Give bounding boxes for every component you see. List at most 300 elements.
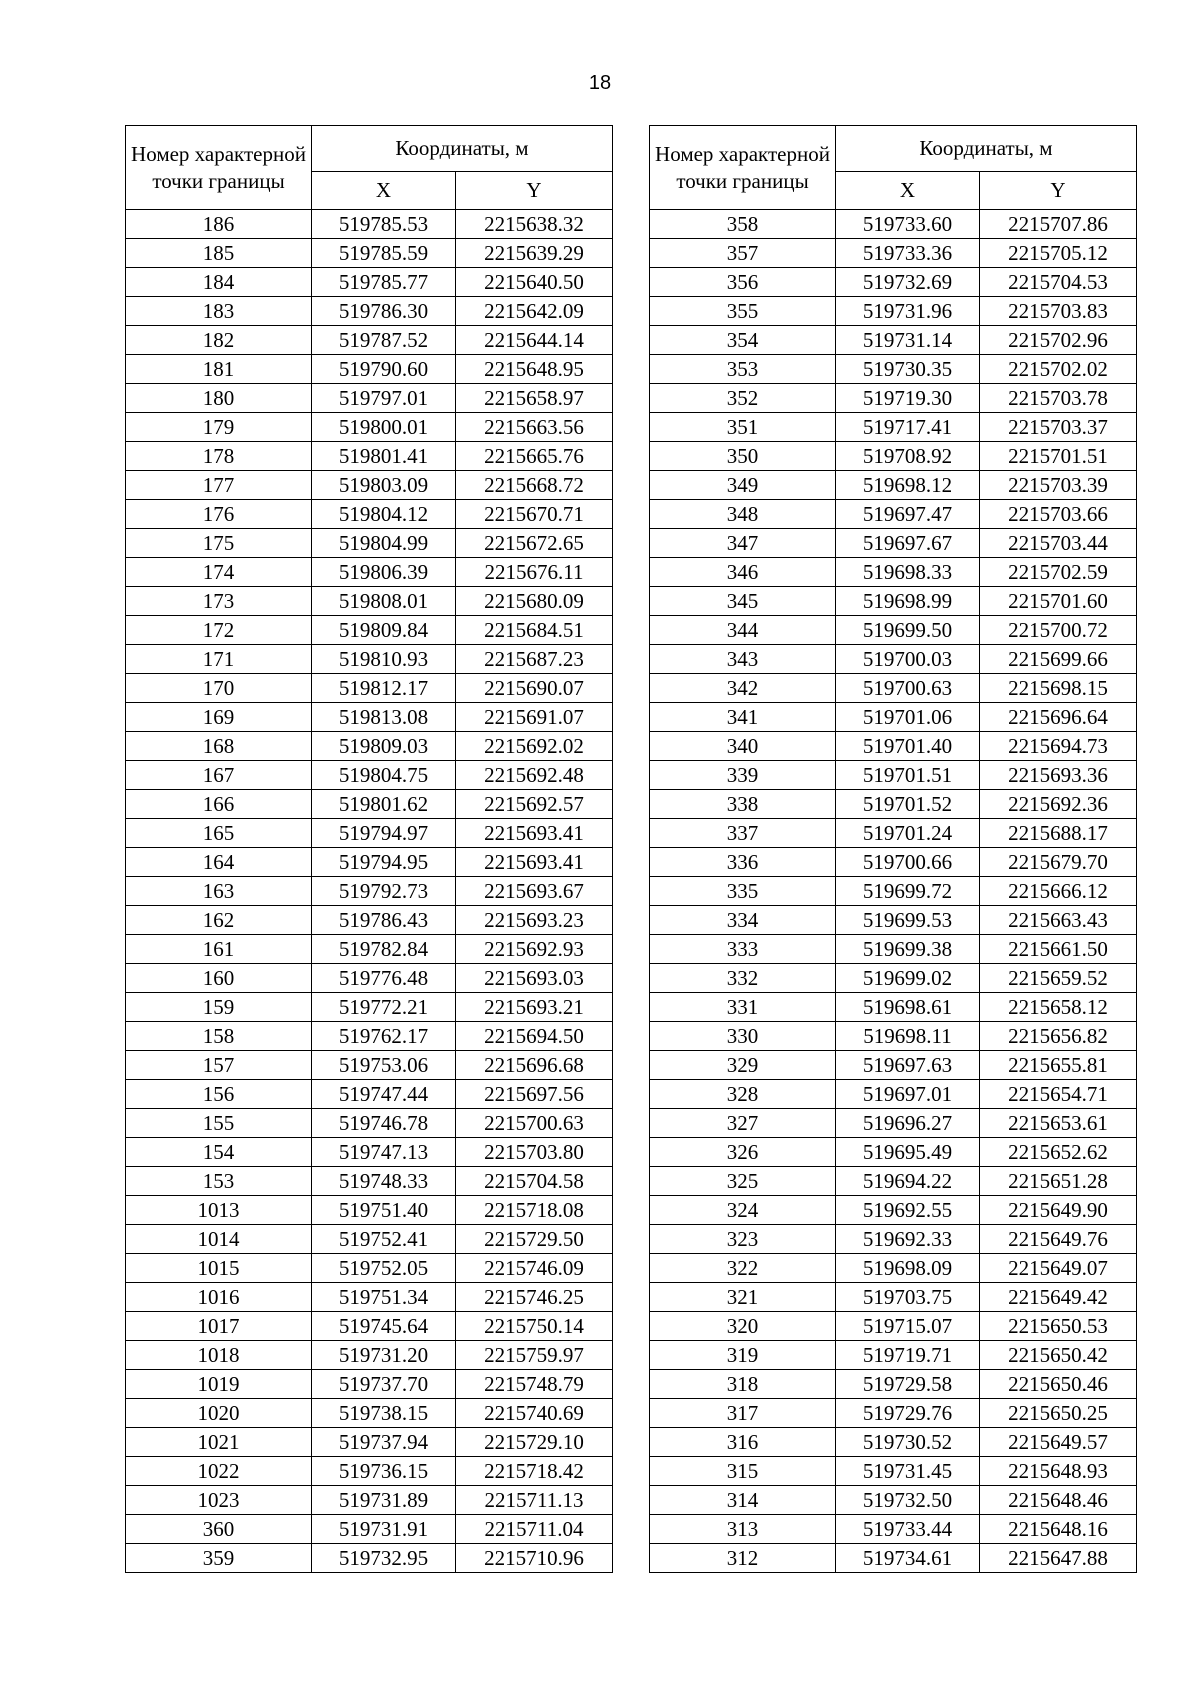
x-coordinate-cell: 519730.35 [836, 355, 980, 384]
point-number-cell: 345 [650, 587, 836, 616]
y-coordinate-cell: 2215649.42 [980, 1283, 1137, 1312]
point-number-cell: 179 [126, 413, 312, 442]
point-number-cell: 163 [126, 877, 312, 906]
y-coordinate-cell: 2215658.12 [980, 993, 1137, 1022]
x-coordinate-cell: 519697.47 [836, 500, 980, 529]
y-coordinate-cell: 2215655.81 [980, 1051, 1137, 1080]
table-row [650, 761, 1137, 790]
table-row [126, 1399, 613, 1428]
point-number-cell: 166 [126, 790, 312, 819]
x-coordinate-cell: 519729.76 [836, 1399, 980, 1428]
y-coordinate-cell: 2215696.68 [456, 1051, 613, 1080]
x-coordinate-cell: 519748.33 [312, 1167, 456, 1196]
table-row [126, 964, 613, 993]
x-coordinate-cell: 519699.53 [836, 906, 980, 935]
x-coordinate-cell: 519801.62 [312, 790, 456, 819]
x-coordinate-cell: 519737.70 [312, 1370, 456, 1399]
y-coordinate-cell: 2215647.88 [980, 1544, 1137, 1573]
point-number-cell: 337 [650, 819, 836, 848]
x-coordinate-cell: 519732.95 [312, 1544, 456, 1573]
point-number-cell: 1022 [126, 1457, 312, 1486]
point-number-cell: 322 [650, 1254, 836, 1283]
table-row [650, 1051, 1137, 1080]
y-coordinate-cell: 2215652.62 [980, 1138, 1137, 1167]
table-row [650, 906, 1137, 935]
y-coordinate-cell: 2215705.12 [980, 239, 1137, 268]
x-coordinate-cell: 519708.92 [836, 442, 980, 471]
point-number-cell: 1021 [126, 1428, 312, 1457]
table-row [650, 326, 1137, 355]
table-row [650, 471, 1137, 500]
y-coordinate-cell: 2215642.09 [456, 297, 613, 326]
point-number-cell: 317 [650, 1399, 836, 1428]
point-number-cell: 161 [126, 935, 312, 964]
y-coordinate-cell: 2215692.02 [456, 732, 613, 761]
y-coordinate-cell: 2215740.69 [456, 1399, 613, 1428]
point-number-cell: 177 [126, 471, 312, 500]
y-coordinate-cell: 2215663.43 [980, 906, 1137, 935]
table-row [126, 906, 613, 935]
x-coordinate-cell: 519785.59 [312, 239, 456, 268]
point-number-cell: 186 [126, 210, 312, 239]
point-number-cell: 319 [650, 1341, 836, 1370]
y-coordinate-cell: 2215692.93 [456, 935, 613, 964]
x-coordinate-cell: 519703.75 [836, 1283, 980, 1312]
table-row [126, 1254, 613, 1283]
x-coordinate-cell: 519806.39 [312, 558, 456, 587]
x-coordinate-cell: 519803.09 [312, 471, 456, 500]
table-row [650, 1515, 1137, 1544]
table-row [126, 1167, 613, 1196]
y-coordinate-cell: 2215676.11 [456, 558, 613, 587]
point-number-cell: 335 [650, 877, 836, 906]
x-coordinate-cell: 519804.75 [312, 761, 456, 790]
point-number-cell: 338 [650, 790, 836, 819]
x-coordinate-cell: 519692.55 [836, 1196, 980, 1225]
point-number-cell: 175 [126, 529, 312, 558]
point-number-cell: 341 [650, 703, 836, 732]
table-row [126, 297, 613, 326]
y-coordinate-cell: 2215693.36 [980, 761, 1137, 790]
x-coordinate-cell: 519747.44 [312, 1080, 456, 1109]
table-row [126, 1283, 613, 1312]
x-column-header: X [312, 172, 456, 210]
x-coordinate-cell: 519737.94 [312, 1428, 456, 1457]
table-row [650, 500, 1137, 529]
table-row [650, 297, 1137, 326]
table-row [650, 790, 1137, 819]
x-coordinate-cell: 519808.01 [312, 587, 456, 616]
x-coordinate-cell: 519692.33 [836, 1225, 980, 1254]
table-row [650, 1283, 1137, 1312]
y-coordinate-cell: 2215711.13 [456, 1486, 613, 1515]
y-coordinate-cell: 2215696.64 [980, 703, 1137, 732]
table-row [650, 413, 1137, 442]
y-coordinate-cell: 2215692.36 [980, 790, 1137, 819]
x-coordinate-cell: 519794.97 [312, 819, 456, 848]
y-coordinate-cell: 2215653.61 [980, 1109, 1137, 1138]
point-number-cell: 153 [126, 1167, 312, 1196]
y-coordinate-cell: 2215692.48 [456, 761, 613, 790]
x-coordinate-cell: 519751.40 [312, 1196, 456, 1225]
table-row [650, 587, 1137, 616]
y-coordinate-cell: 2215663.56 [456, 413, 613, 442]
point-number-cell: 330 [650, 1022, 836, 1051]
y-coordinate-cell: 2215699.66 [980, 645, 1137, 674]
point-number-cell: 357 [650, 239, 836, 268]
x-coordinate-cell: 519732.69 [836, 268, 980, 297]
x-coordinate-cell: 519797.01 [312, 384, 456, 413]
y-coordinate-cell: 2215656.82 [980, 1022, 1137, 1051]
y-coordinate-cell: 2215659.52 [980, 964, 1137, 993]
y-coordinate-cell: 2215672.65 [456, 529, 613, 558]
x-coordinate-cell: 519732.50 [836, 1486, 980, 1515]
table-row [650, 210, 1137, 239]
y-coordinate-cell: 2215650.42 [980, 1341, 1137, 1370]
y-coordinate-cell: 2215707.86 [980, 210, 1137, 239]
x-coordinate-cell: 519785.53 [312, 210, 456, 239]
x-coordinate-cell: 519694.22 [836, 1167, 980, 1196]
y-coordinate-cell: 2215690.07 [456, 674, 613, 703]
point-number-cell: 351 [650, 413, 836, 442]
x-coordinate-cell: 519701.24 [836, 819, 980, 848]
y-coordinate-cell: 2215684.51 [456, 616, 613, 645]
x-coordinate-cell: 519792.73 [312, 877, 456, 906]
table-row [126, 1196, 613, 1225]
x-coordinate-cell: 519733.36 [836, 239, 980, 268]
point-number-cell: 1017 [126, 1312, 312, 1341]
table-row [126, 993, 613, 1022]
y-coordinate-cell: 2215648.46 [980, 1486, 1137, 1515]
x-coordinate-cell: 519731.14 [836, 326, 980, 355]
x-coordinate-cell: 519762.17 [312, 1022, 456, 1051]
x-coordinate-cell: 519700.03 [836, 645, 980, 674]
y-coordinate-cell: 2215638.32 [456, 210, 613, 239]
x-coordinate-cell: 519751.34 [312, 1283, 456, 1312]
x-coordinate-cell: 519809.84 [312, 616, 456, 645]
point-number-cell: 327 [650, 1109, 836, 1138]
x-coordinate-cell: 519698.11 [836, 1022, 980, 1051]
table-row [126, 645, 613, 674]
point-number-cell: 355 [650, 297, 836, 326]
y-coordinate-cell: 2215680.09 [456, 587, 613, 616]
y-coordinate-cell: 2215704.53 [980, 268, 1137, 297]
table-row [650, 1167, 1137, 1196]
y-coordinate-cell: 2215693.23 [456, 906, 613, 935]
point-number-header: Номер характерной точки границы [650, 126, 836, 210]
y-coordinate-cell: 2215759.97 [456, 1341, 613, 1370]
y-coordinate-cell: 2215750.14 [456, 1312, 613, 1341]
x-coordinate-cell: 519786.30 [312, 297, 456, 326]
x-coordinate-cell: 519738.15 [312, 1399, 456, 1428]
point-number-cell: 169 [126, 703, 312, 732]
point-number-cell: 359 [126, 1544, 312, 1573]
y-column-header: Y [980, 172, 1137, 210]
y-coordinate-cell: 2215729.50 [456, 1225, 613, 1254]
x-coordinate-cell: 519800.01 [312, 413, 456, 442]
x-coordinate-cell: 519699.50 [836, 616, 980, 645]
y-coordinate-cell: 2215648.93 [980, 1457, 1137, 1486]
table-row [650, 732, 1137, 761]
table-row [126, 1080, 613, 1109]
point-number-cell: 180 [126, 384, 312, 413]
point-number-cell: 324 [650, 1196, 836, 1225]
point-number-cell: 1018 [126, 1341, 312, 1370]
table-row [126, 819, 613, 848]
point-number-cell: 174 [126, 558, 312, 587]
table-row [126, 790, 613, 819]
x-coordinate-cell: 519790.60 [312, 355, 456, 384]
y-coordinate-cell: 2215648.95 [456, 355, 613, 384]
x-coordinate-cell: 519719.71 [836, 1341, 980, 1370]
point-number-cell: 182 [126, 326, 312, 355]
table-row [126, 1486, 613, 1515]
point-number-cell: 157 [126, 1051, 312, 1080]
point-number-cell: 172 [126, 616, 312, 645]
x-coordinate-cell: 519731.45 [836, 1457, 980, 1486]
y-coordinate-cell: 2215649.76 [980, 1225, 1137, 1254]
y-coordinate-cell: 2215644.14 [456, 326, 613, 355]
y-coordinate-cell: 2215649.90 [980, 1196, 1137, 1225]
point-number-cell: 344 [650, 616, 836, 645]
x-coordinate-cell: 519698.61 [836, 993, 980, 1022]
y-coordinate-cell: 2215649.57 [980, 1428, 1137, 1457]
y-coordinate-cell: 2215687.23 [456, 645, 613, 674]
table-row [126, 1051, 613, 1080]
y-coordinate-cell: 2215702.59 [980, 558, 1137, 587]
table-row [650, 442, 1137, 471]
table-row [650, 1544, 1137, 1573]
x-coordinate-cell: 519801.41 [312, 442, 456, 471]
y-coordinate-cell: 2215679.70 [980, 848, 1137, 877]
page-number: 18 [588, 72, 612, 94]
y-coordinate-cell: 2215692.57 [456, 790, 613, 819]
y-coordinate-cell: 2215702.96 [980, 326, 1137, 355]
point-number-cell: 160 [126, 964, 312, 993]
point-number-cell: 331 [650, 993, 836, 1022]
x-coordinate-cell: 519698.33 [836, 558, 980, 587]
table-row [126, 848, 613, 877]
y-coordinate-cell: 2215693.41 [456, 848, 613, 877]
point-number-cell: 321 [650, 1283, 836, 1312]
x-coordinate-cell: 519700.66 [836, 848, 980, 877]
x-coordinate-cell: 519809.03 [312, 732, 456, 761]
x-coordinate-cell: 519804.99 [312, 529, 456, 558]
x-coordinate-cell: 519746.78 [312, 1109, 456, 1138]
y-coordinate-cell: 2215650.53 [980, 1312, 1137, 1341]
point-number-cell: 333 [650, 935, 836, 964]
x-coordinate-cell: 519810.93 [312, 645, 456, 674]
table-row [650, 674, 1137, 703]
x-coordinate-cell: 519697.67 [836, 529, 980, 558]
point-number-cell: 162 [126, 906, 312, 935]
y-coordinate-cell: 2215703.78 [980, 384, 1137, 413]
y-coordinate-cell: 2215703.39 [980, 471, 1137, 500]
table-row [650, 1196, 1137, 1225]
x-coordinate-cell: 519696.27 [836, 1109, 980, 1138]
y-coordinate-cell: 2215748.79 [456, 1370, 613, 1399]
x-coordinate-cell: 519698.09 [836, 1254, 980, 1283]
x-coordinate-cell: 519772.21 [312, 993, 456, 1022]
table-row [126, 210, 613, 239]
table-row [126, 355, 613, 384]
x-coordinate-cell: 519697.63 [836, 1051, 980, 1080]
x-coordinate-cell: 519731.96 [836, 297, 980, 326]
x-coordinate-cell: 519745.64 [312, 1312, 456, 1341]
x-coordinate-cell: 519733.44 [836, 1515, 980, 1544]
y-coordinate-cell: 2215668.72 [456, 471, 613, 500]
y-column-header: Y [456, 172, 613, 210]
x-coordinate-cell: 519701.06 [836, 703, 980, 732]
table-row [126, 384, 613, 413]
x-column-header: X [836, 172, 980, 210]
y-coordinate-cell: 2215729.10 [456, 1428, 613, 1457]
point-number-cell: 328 [650, 1080, 836, 1109]
x-coordinate-cell: 519752.41 [312, 1225, 456, 1254]
point-number-cell: 346 [650, 558, 836, 587]
x-coordinate-cell: 519700.63 [836, 674, 980, 703]
x-coordinate-cell: 519813.08 [312, 703, 456, 732]
y-coordinate-cell: 2215658.97 [456, 384, 613, 413]
table-row [126, 239, 613, 268]
table-body [126, 210, 613, 1573]
table-row [650, 819, 1137, 848]
table-row [126, 1225, 613, 1254]
point-number-cell: 342 [650, 674, 836, 703]
y-coordinate-cell: 2215693.03 [456, 964, 613, 993]
y-coordinate-cell: 2215650.25 [980, 1399, 1137, 1428]
y-coordinate-cell: 2215698.15 [980, 674, 1137, 703]
y-coordinate-cell: 2215746.25 [456, 1283, 613, 1312]
y-coordinate-cell: 2215666.12 [980, 877, 1137, 906]
table-row [126, 587, 613, 616]
table-row [650, 1022, 1137, 1051]
table-body [650, 210, 1137, 1573]
x-coordinate-cell: 519752.05 [312, 1254, 456, 1283]
x-coordinate-cell: 519699.72 [836, 877, 980, 906]
point-number-cell: 329 [650, 1051, 836, 1080]
y-coordinate-cell: 2215693.67 [456, 877, 613, 906]
x-coordinate-cell: 519695.49 [836, 1138, 980, 1167]
x-coordinate-cell: 519717.41 [836, 413, 980, 442]
point-number-cell: 178 [126, 442, 312, 471]
table-row [126, 732, 613, 761]
table-row [650, 1138, 1137, 1167]
point-number-cell: 340 [650, 732, 836, 761]
point-number-cell: 184 [126, 268, 312, 297]
table-row [126, 1370, 613, 1399]
point-number-cell: 339 [650, 761, 836, 790]
table-row [650, 1399, 1137, 1428]
y-coordinate-cell: 2215648.16 [980, 1515, 1137, 1544]
y-coordinate-cell: 2215702.02 [980, 355, 1137, 384]
x-coordinate-cell: 519730.52 [836, 1428, 980, 1457]
table-row [126, 935, 613, 964]
coordinates-header: Координаты, м [836, 126, 1137, 172]
table-row [650, 239, 1137, 268]
point-number-cell: 181 [126, 355, 312, 384]
point-number-cell: 358 [650, 210, 836, 239]
y-coordinate-cell: 2215691.07 [456, 703, 613, 732]
table-row [650, 1225, 1137, 1254]
y-coordinate-cell: 2215651.28 [980, 1167, 1137, 1196]
x-coordinate-cell: 519736.15 [312, 1457, 456, 1486]
point-number-cell: 334 [650, 906, 836, 935]
point-number-cell: 347 [650, 529, 836, 558]
point-number-cell: 176 [126, 500, 312, 529]
point-number-cell: 323 [650, 1225, 836, 1254]
point-number-cell: 159 [126, 993, 312, 1022]
x-coordinate-cell: 519701.51 [836, 761, 980, 790]
y-coordinate-cell: 2215718.42 [456, 1457, 613, 1486]
coordinates-table-left [125, 125, 613, 1573]
point-number-cell: 353 [650, 355, 836, 384]
x-coordinate-cell: 519812.17 [312, 674, 456, 703]
table-row [126, 761, 613, 790]
table-row [126, 1341, 613, 1370]
point-number-cell: 1013 [126, 1196, 312, 1225]
table-row [126, 616, 613, 645]
point-number-cell: 336 [650, 848, 836, 877]
y-coordinate-cell: 2215693.41 [456, 819, 613, 848]
y-coordinate-cell: 2215694.50 [456, 1022, 613, 1051]
y-coordinate-cell: 2215665.76 [456, 442, 613, 471]
point-number-cell: 165 [126, 819, 312, 848]
y-coordinate-cell: 2215654.71 [980, 1080, 1137, 1109]
table-row [126, 1312, 613, 1341]
y-coordinate-cell: 2215694.73 [980, 732, 1137, 761]
y-coordinate-cell: 2215700.63 [456, 1109, 613, 1138]
y-coordinate-cell: 2215688.17 [980, 819, 1137, 848]
point-number-cell: 354 [650, 326, 836, 355]
point-number-cell: 343 [650, 645, 836, 674]
point-number-cell: 1014 [126, 1225, 312, 1254]
table-row [650, 529, 1137, 558]
point-number-cell: 325 [650, 1167, 836, 1196]
table-row [650, 384, 1137, 413]
y-coordinate-cell: 2215703.66 [980, 500, 1137, 529]
y-coordinate-cell: 2215701.51 [980, 442, 1137, 471]
point-number-cell: 171 [126, 645, 312, 674]
y-coordinate-cell: 2215703.37 [980, 413, 1137, 442]
point-number-cell: 154 [126, 1138, 312, 1167]
table-row [126, 1022, 613, 1051]
y-coordinate-cell: 2215746.09 [456, 1254, 613, 1283]
coordinates-table-right [649, 125, 1137, 1573]
y-coordinate-cell: 2215670.71 [456, 500, 613, 529]
x-coordinate-cell: 519698.12 [836, 471, 980, 500]
point-number-cell: 173 [126, 587, 312, 616]
y-coordinate-cell: 2215661.50 [980, 935, 1137, 964]
point-number-cell: 318 [650, 1370, 836, 1399]
x-coordinate-cell: 519697.01 [836, 1080, 980, 1109]
table-row [650, 1109, 1137, 1138]
point-number-cell: 1015 [126, 1254, 312, 1283]
table-row [126, 413, 613, 442]
table-row [650, 964, 1137, 993]
table-row [650, 645, 1137, 674]
table-row [650, 877, 1137, 906]
point-number-cell: 155 [126, 1109, 312, 1138]
point-number-cell: 313 [650, 1515, 836, 1544]
table-row [650, 993, 1137, 1022]
table-row [650, 616, 1137, 645]
point-number-cell: 349 [650, 471, 836, 500]
point-number-cell: 356 [650, 268, 836, 297]
coordinates-header: Координаты, м [312, 126, 613, 172]
y-coordinate-cell: 2215639.29 [456, 239, 613, 268]
table-row [650, 1312, 1137, 1341]
